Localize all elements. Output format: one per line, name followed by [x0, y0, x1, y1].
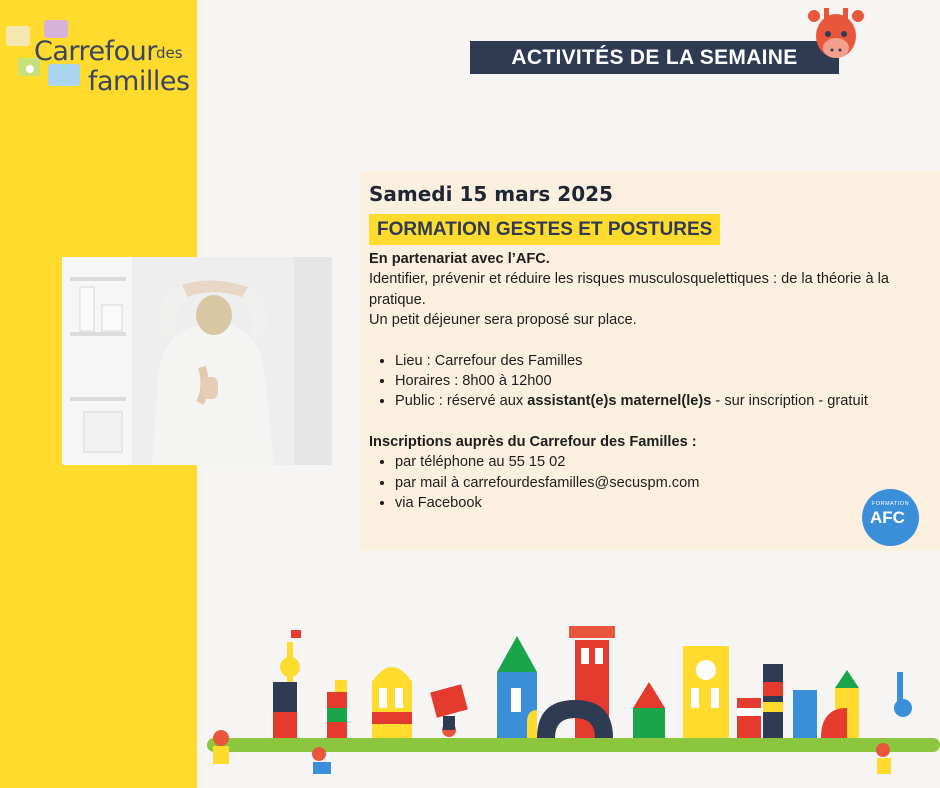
- afc-badge-big-text: AFC: [870, 508, 905, 527]
- list-item-public: [395, 391, 919, 411]
- giraffe-icon: [800, 6, 872, 68]
- list-item-phone: • par téléphone au 55 15 02: [395, 452, 919, 472]
- event-details: [369, 249, 919, 513]
- list-item-facebook: • via Facebook: [395, 493, 919, 513]
- afc-badge-small-text: FORMATION: [871, 501, 910, 507]
- logo: [4, 18, 194, 98]
- inscriptions-title: Inscriptions auprès du Carrefour des Familles :: [369, 433, 697, 450]
- public-suffix: - sur inscription - gratuit: [711, 393, 868, 410]
- page-title: ACTIVITÉS DE LA SEMAINE: [470, 41, 839, 74]
- logo-text-familles: familles: [88, 66, 190, 97]
- list-item-horaires: • Horaires : 8h00 à 12h00: [395, 371, 919, 391]
- inscriptions-list: [369, 452, 919, 513]
- building-blocks-illustration: [197, 612, 940, 788]
- stretching-woman-photo: [62, 257, 332, 465]
- list-item-lieu: • Lieu : Carrefour des Familles: [395, 351, 919, 371]
- details-list: [369, 351, 919, 412]
- partner-text: En partenariat avec l’AFC.: [369, 251, 550, 267]
- logo-text-carrefour: Carrefour: [34, 36, 157, 67]
- event-date: Samedi 15 mars 2025: [369, 182, 613, 206]
- event-title: FORMATION GESTES ET POSTURES: [369, 214, 720, 245]
- afc-formation-badge: [862, 489, 919, 546]
- breakfast-text: Un petit déjeuner sera proposé sur place.: [369, 312, 637, 329]
- public-prefix: Public : réservé aux: [395, 393, 528, 410]
- list-item-mail: • par mail à carrefourdesfamilles@secuspm.com: [395, 473, 919, 493]
- description-text: Identifier, prévenir et réduire les risques musculosquelettiques : de la théorie à la pratique.: [369, 271, 889, 308]
- public-bold: assistant(e)s maternel(le)s: [527, 393, 712, 410]
- logo-text-des: des: [156, 44, 183, 62]
